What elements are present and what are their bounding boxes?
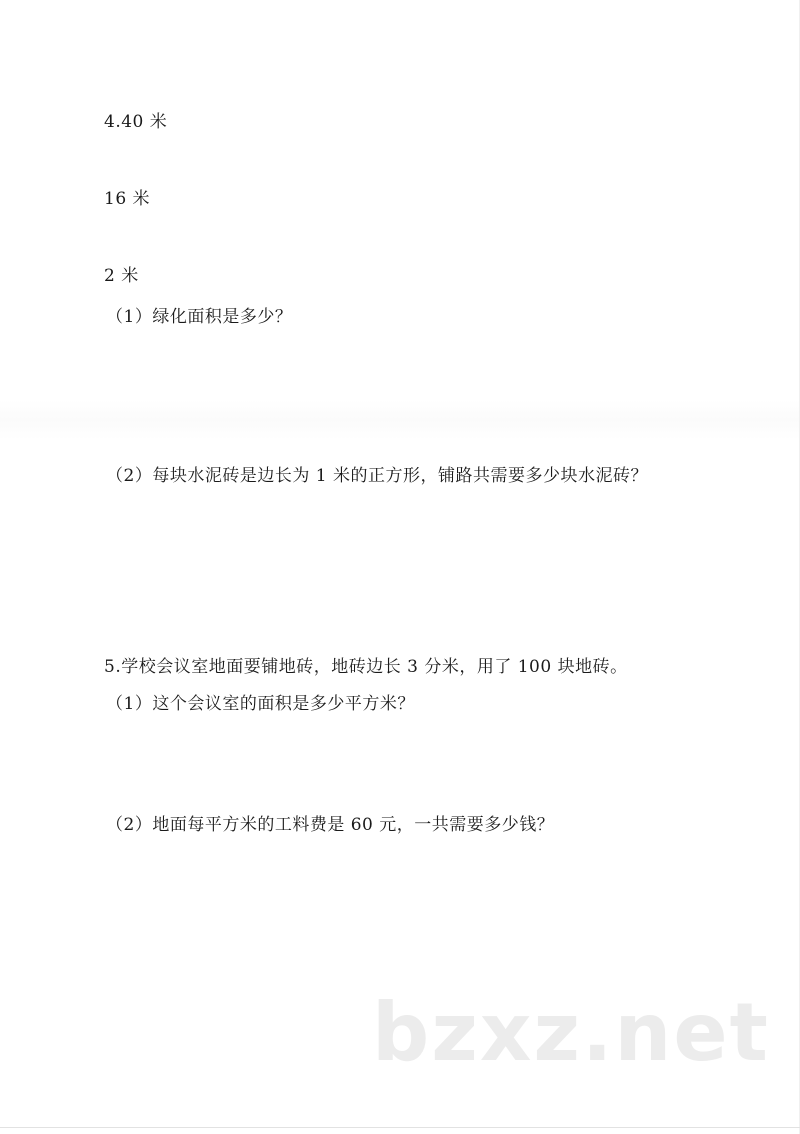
question-4-1: （1）绿化面积是多少？ [106,307,293,327]
scan-band [0,400,800,440]
label-2-meters: 2 米 [104,266,139,286]
page-edge-bottom [0,1127,800,1128]
question-5-1: （1）这个会议室的面积是多少平方米？ [106,694,415,714]
watermark-logo: bzxz.net [372,986,770,1079]
label-4-40-meters: 4.40 米 [104,112,168,132]
question-4-2: （2）每块水泥砖是边长为 1 米的正方形，铺路共需要多少块水泥砖？ [106,466,648,486]
question-5: 5.学校会议室地面要铺地砖，地砖边长 3 分米，用了 100 块地砖。 [104,657,628,677]
question-5-2: （2）地面每平方米的工料费是 60 元，一共需要多少钱？ [106,815,555,835]
label-16-meters: 16 米 [104,189,151,209]
